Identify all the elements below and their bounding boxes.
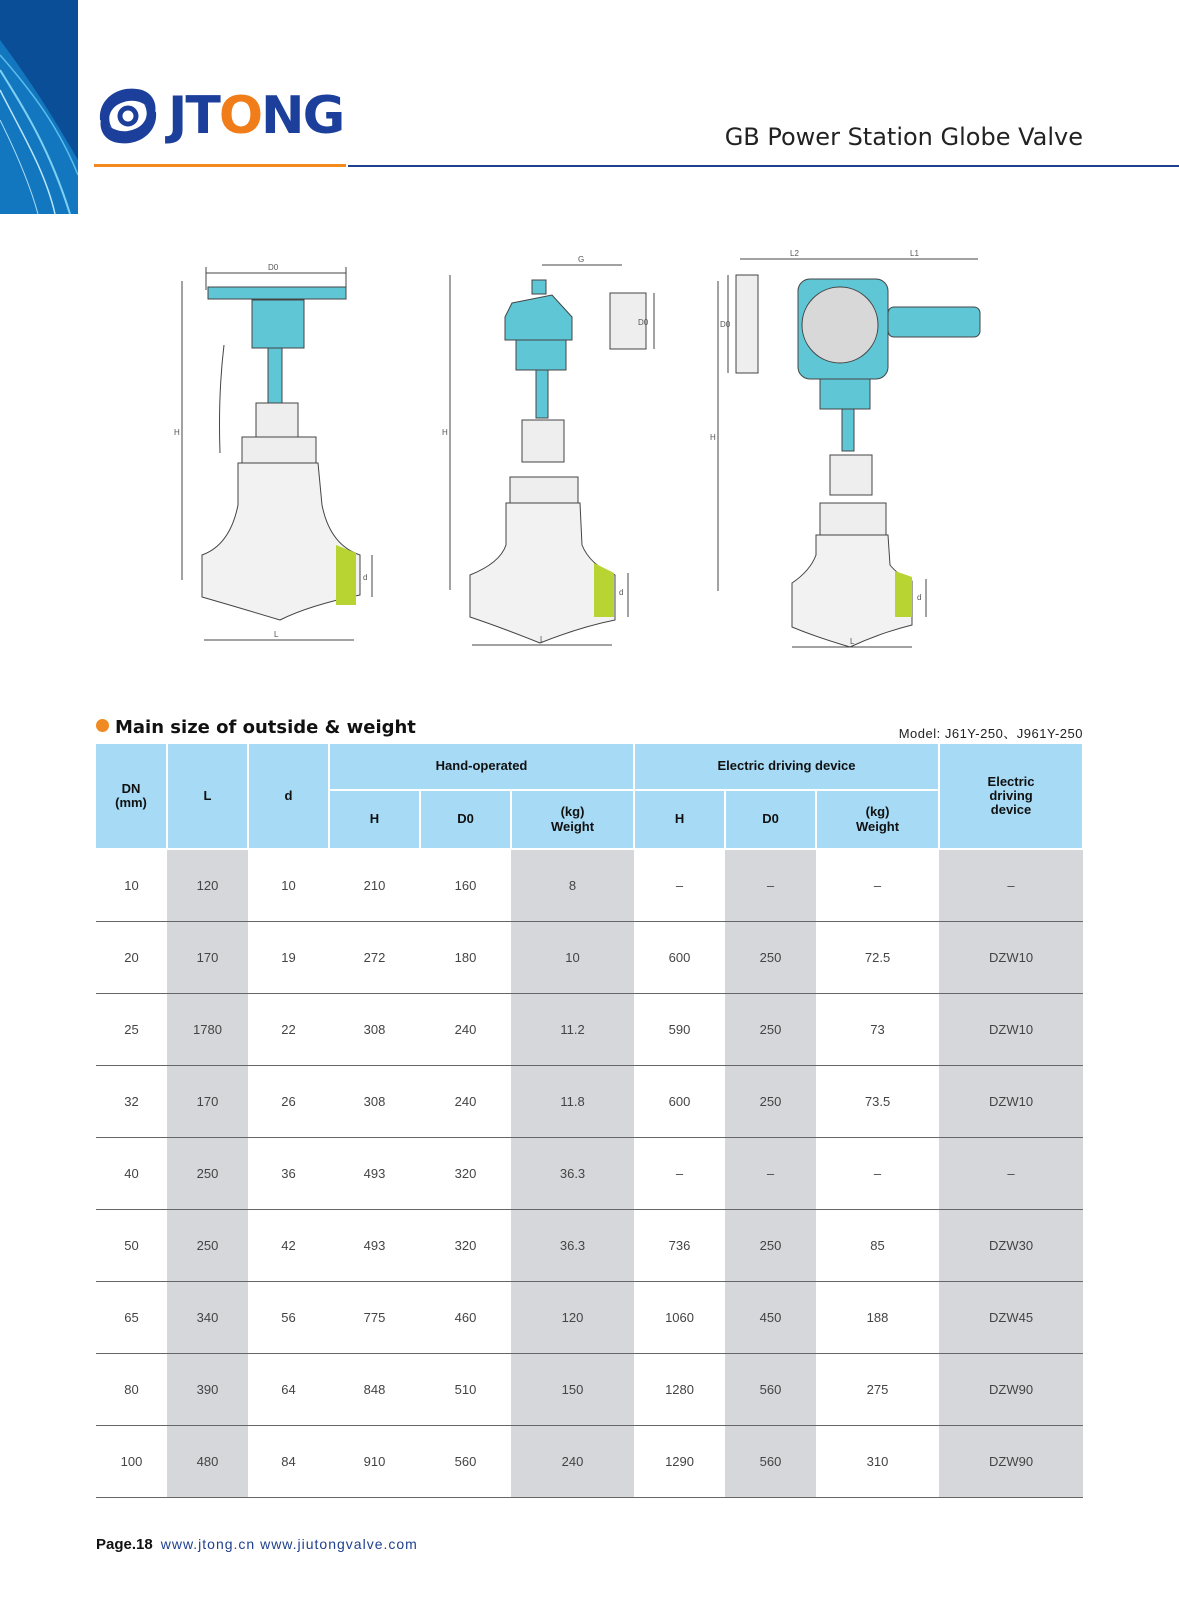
cell-hand-h: 493	[329, 1210, 420, 1282]
cell-electric-h: 1280	[634, 1354, 725, 1426]
cell-electric-weight: –	[816, 1138, 939, 1210]
cell-d: 42	[248, 1210, 329, 1282]
cell-electric-weight: 73	[816, 994, 939, 1066]
drawing-label-d: d	[363, 573, 368, 582]
cell-dn: 10	[96, 849, 167, 922]
valve-drawing-gear	[442, 255, 654, 645]
header-electric-device: Electric driving device	[939, 744, 1083, 849]
cell-l: 120	[167, 849, 248, 922]
table-row	[96, 1138, 1083, 1210]
cell-l: 250	[167, 1210, 248, 1282]
header-electric-h: H	[634, 790, 725, 849]
cell-electric-d0: 250	[725, 1210, 816, 1282]
cell-electric-d0: 250	[725, 922, 816, 994]
cell-device: –	[939, 849, 1083, 922]
cell-electric-d0: 250	[725, 1066, 816, 1138]
cell-hand-weight: 240	[511, 1426, 634, 1498]
cell-d: 84	[248, 1426, 329, 1498]
cell-hand-h: 308	[329, 994, 420, 1066]
cell-dn: 32	[96, 1066, 167, 1138]
drawing-label-d-electric: d	[917, 593, 922, 602]
cell-electric-h: –	[634, 1138, 725, 1210]
cell-electric-weight: 310	[816, 1426, 939, 1498]
brand-name-suffix: NG	[261, 86, 344, 146]
table-row	[96, 1210, 1083, 1282]
bullet-dot-icon	[96, 719, 109, 732]
header-electric-d0: D0	[725, 790, 816, 849]
cell-hand-d0: 160	[420, 849, 511, 922]
cell-hand-h: 308	[329, 1066, 420, 1138]
cell-dn: 50	[96, 1210, 167, 1282]
drawing-label-h: H	[174, 428, 180, 437]
cell-device: DZW10	[939, 922, 1083, 994]
spec-table-body	[96, 849, 1083, 1498]
cell-electric-h: 1290	[634, 1426, 725, 1498]
cell-electric-h: 736	[634, 1210, 725, 1282]
cell-d: 36	[248, 1138, 329, 1210]
cell-d: 22	[248, 994, 329, 1066]
page-number: Page.18	[96, 1536, 153, 1553]
footer-urls: www.jtong.cn www.jiutongvalve.com	[160, 1536, 418, 1552]
cell-hand-h: 775	[329, 1282, 420, 1354]
table-row	[96, 1282, 1083, 1354]
cell-electric-d0: –	[725, 849, 816, 922]
cell-dn: 25	[96, 994, 167, 1066]
cell-dn: 40	[96, 1138, 167, 1210]
cell-electric-weight: 72.5	[816, 922, 939, 994]
cell-d: 19	[248, 922, 329, 994]
table-row	[96, 994, 1083, 1066]
cell-hand-d0: 240	[420, 994, 511, 1066]
cell-d: 56	[248, 1282, 329, 1354]
cell-electric-d0: –	[725, 1138, 816, 1210]
cell-hand-weight: 36.3	[511, 1210, 634, 1282]
header-hand-weight: (kg) Weight	[511, 790, 634, 849]
drawing-label-l2: L2	[790, 249, 799, 258]
cell-l: 170	[167, 922, 248, 994]
cell-device: DZW45	[939, 1282, 1083, 1354]
table-row	[96, 1354, 1083, 1426]
brand-name-prefix: JT	[168, 86, 219, 146]
drawing-label-l-electric: L	[850, 637, 855, 646]
header-blue-rule	[348, 165, 1179, 167]
brand-logo-text	[168, 86, 343, 146]
cell-hand-weight: 120	[511, 1282, 634, 1354]
cell-electric-d0: 560	[725, 1354, 816, 1426]
drawing-label-h-electric: H	[710, 433, 716, 442]
drawing-label-g: G	[578, 255, 585, 264]
cell-hand-weight: 36.3	[511, 1138, 634, 1210]
cell-hand-d0: 460	[420, 1282, 511, 1354]
drawing-label-l-gear: L	[540, 635, 545, 644]
header-orange-rule	[94, 164, 346, 167]
model-label: Model: J61Y-250、J961Y-250	[898, 726, 1083, 741]
table-row	[96, 849, 1083, 922]
cell-hand-d0: 240	[420, 1066, 511, 1138]
table-row	[96, 922, 1083, 994]
corner-decoration	[0, 0, 78, 214]
drawing-label-l1: L1	[910, 249, 919, 258]
cell-electric-weight: 188	[816, 1282, 939, 1354]
cell-dn: 80	[96, 1354, 167, 1426]
section-title	[96, 717, 416, 738]
cell-device: DZW90	[939, 1354, 1083, 1426]
cell-hand-weight: 150	[511, 1354, 634, 1426]
cell-electric-h: 600	[634, 922, 725, 994]
cell-hand-h: 210	[329, 849, 420, 922]
cell-electric-weight: 85	[816, 1210, 939, 1282]
cell-dn: 20	[96, 922, 167, 994]
header-l: L	[167, 744, 248, 849]
cell-device: DZW10	[939, 994, 1083, 1066]
valve-drawing-electric	[710, 249, 980, 647]
drawing-label-h-gear: H	[442, 428, 448, 437]
drawing-label-d0: D0	[268, 263, 279, 272]
drawing-label-d0-gear: D0	[638, 318, 649, 327]
cell-d: 10	[248, 849, 329, 922]
cell-d: 26	[248, 1066, 329, 1138]
cell-electric-weight: –	[816, 849, 939, 922]
cell-device: DZW10	[939, 1066, 1083, 1138]
header-dn: DN (mm)	[96, 744, 167, 849]
header-hand-operated: Hand-operated	[329, 744, 634, 790]
cell-hand-d0: 510	[420, 1354, 511, 1426]
cell-hand-d0: 560	[420, 1426, 511, 1498]
footer	[96, 1536, 418, 1553]
cell-hand-weight: 11.2	[511, 994, 634, 1066]
valve-drawings	[160, 245, 1020, 675]
cell-electric-h: 590	[634, 994, 725, 1066]
header-electric-driving-device: Electric driving device	[634, 744, 939, 790]
brand-name-o: O	[218, 86, 262, 146]
cell-l: 250	[167, 1138, 248, 1210]
header-d: d	[248, 744, 329, 849]
header-hand-h: H	[329, 790, 420, 849]
drawing-label-d0-electric: D0	[720, 320, 731, 329]
cell-hand-d0: 320	[420, 1210, 511, 1282]
cell-device: –	[939, 1138, 1083, 1210]
cell-l: 1780	[167, 994, 248, 1066]
cell-device: DZW90	[939, 1426, 1083, 1498]
cell-hand-d0: 180	[420, 922, 511, 994]
cell-hand-h: 493	[329, 1138, 420, 1210]
cell-electric-d0: 560	[725, 1426, 816, 1498]
drawing-label-d-gear: d	[619, 588, 624, 597]
header-hand-d0: D0	[420, 790, 511, 849]
cell-hand-weight: 8	[511, 849, 634, 922]
cell-hand-h: 910	[329, 1426, 420, 1498]
cell-hand-weight: 10	[511, 922, 634, 994]
page-title: GB Power Station Globe Valve	[724, 123, 1083, 151]
cell-electric-h: –	[634, 849, 725, 922]
cell-electric-weight: 275	[816, 1354, 939, 1426]
header-electric-weight: (kg) Weight	[816, 790, 939, 849]
cell-l: 170	[167, 1066, 248, 1138]
cell-l: 340	[167, 1282, 248, 1354]
cell-electric-h: 1060	[634, 1282, 725, 1354]
table-row	[96, 1066, 1083, 1138]
cell-electric-d0: 250	[725, 994, 816, 1066]
spec-table	[96, 744, 1084, 1498]
cell-hand-weight: 11.8	[511, 1066, 634, 1138]
cell-hand-h: 848	[329, 1354, 420, 1426]
cell-electric-h: 600	[634, 1066, 725, 1138]
cell-electric-d0: 450	[725, 1282, 816, 1354]
cell-hand-h: 272	[329, 922, 420, 994]
table-row	[96, 1426, 1083, 1498]
cell-hand-d0: 320	[420, 1138, 511, 1210]
cell-electric-weight: 73.5	[816, 1066, 939, 1138]
cell-dn: 100	[96, 1426, 167, 1498]
cell-dn: 65	[96, 1282, 167, 1354]
cell-d: 64	[248, 1354, 329, 1426]
cell-l: 480	[167, 1426, 248, 1498]
valve-drawing-hand	[174, 263, 372, 640]
cell-l: 390	[167, 1354, 248, 1426]
section-title-text: Main size of outside & weight	[115, 717, 416, 738]
cell-device: DZW30	[939, 1210, 1083, 1282]
drawing-label-l: L	[274, 630, 279, 639]
